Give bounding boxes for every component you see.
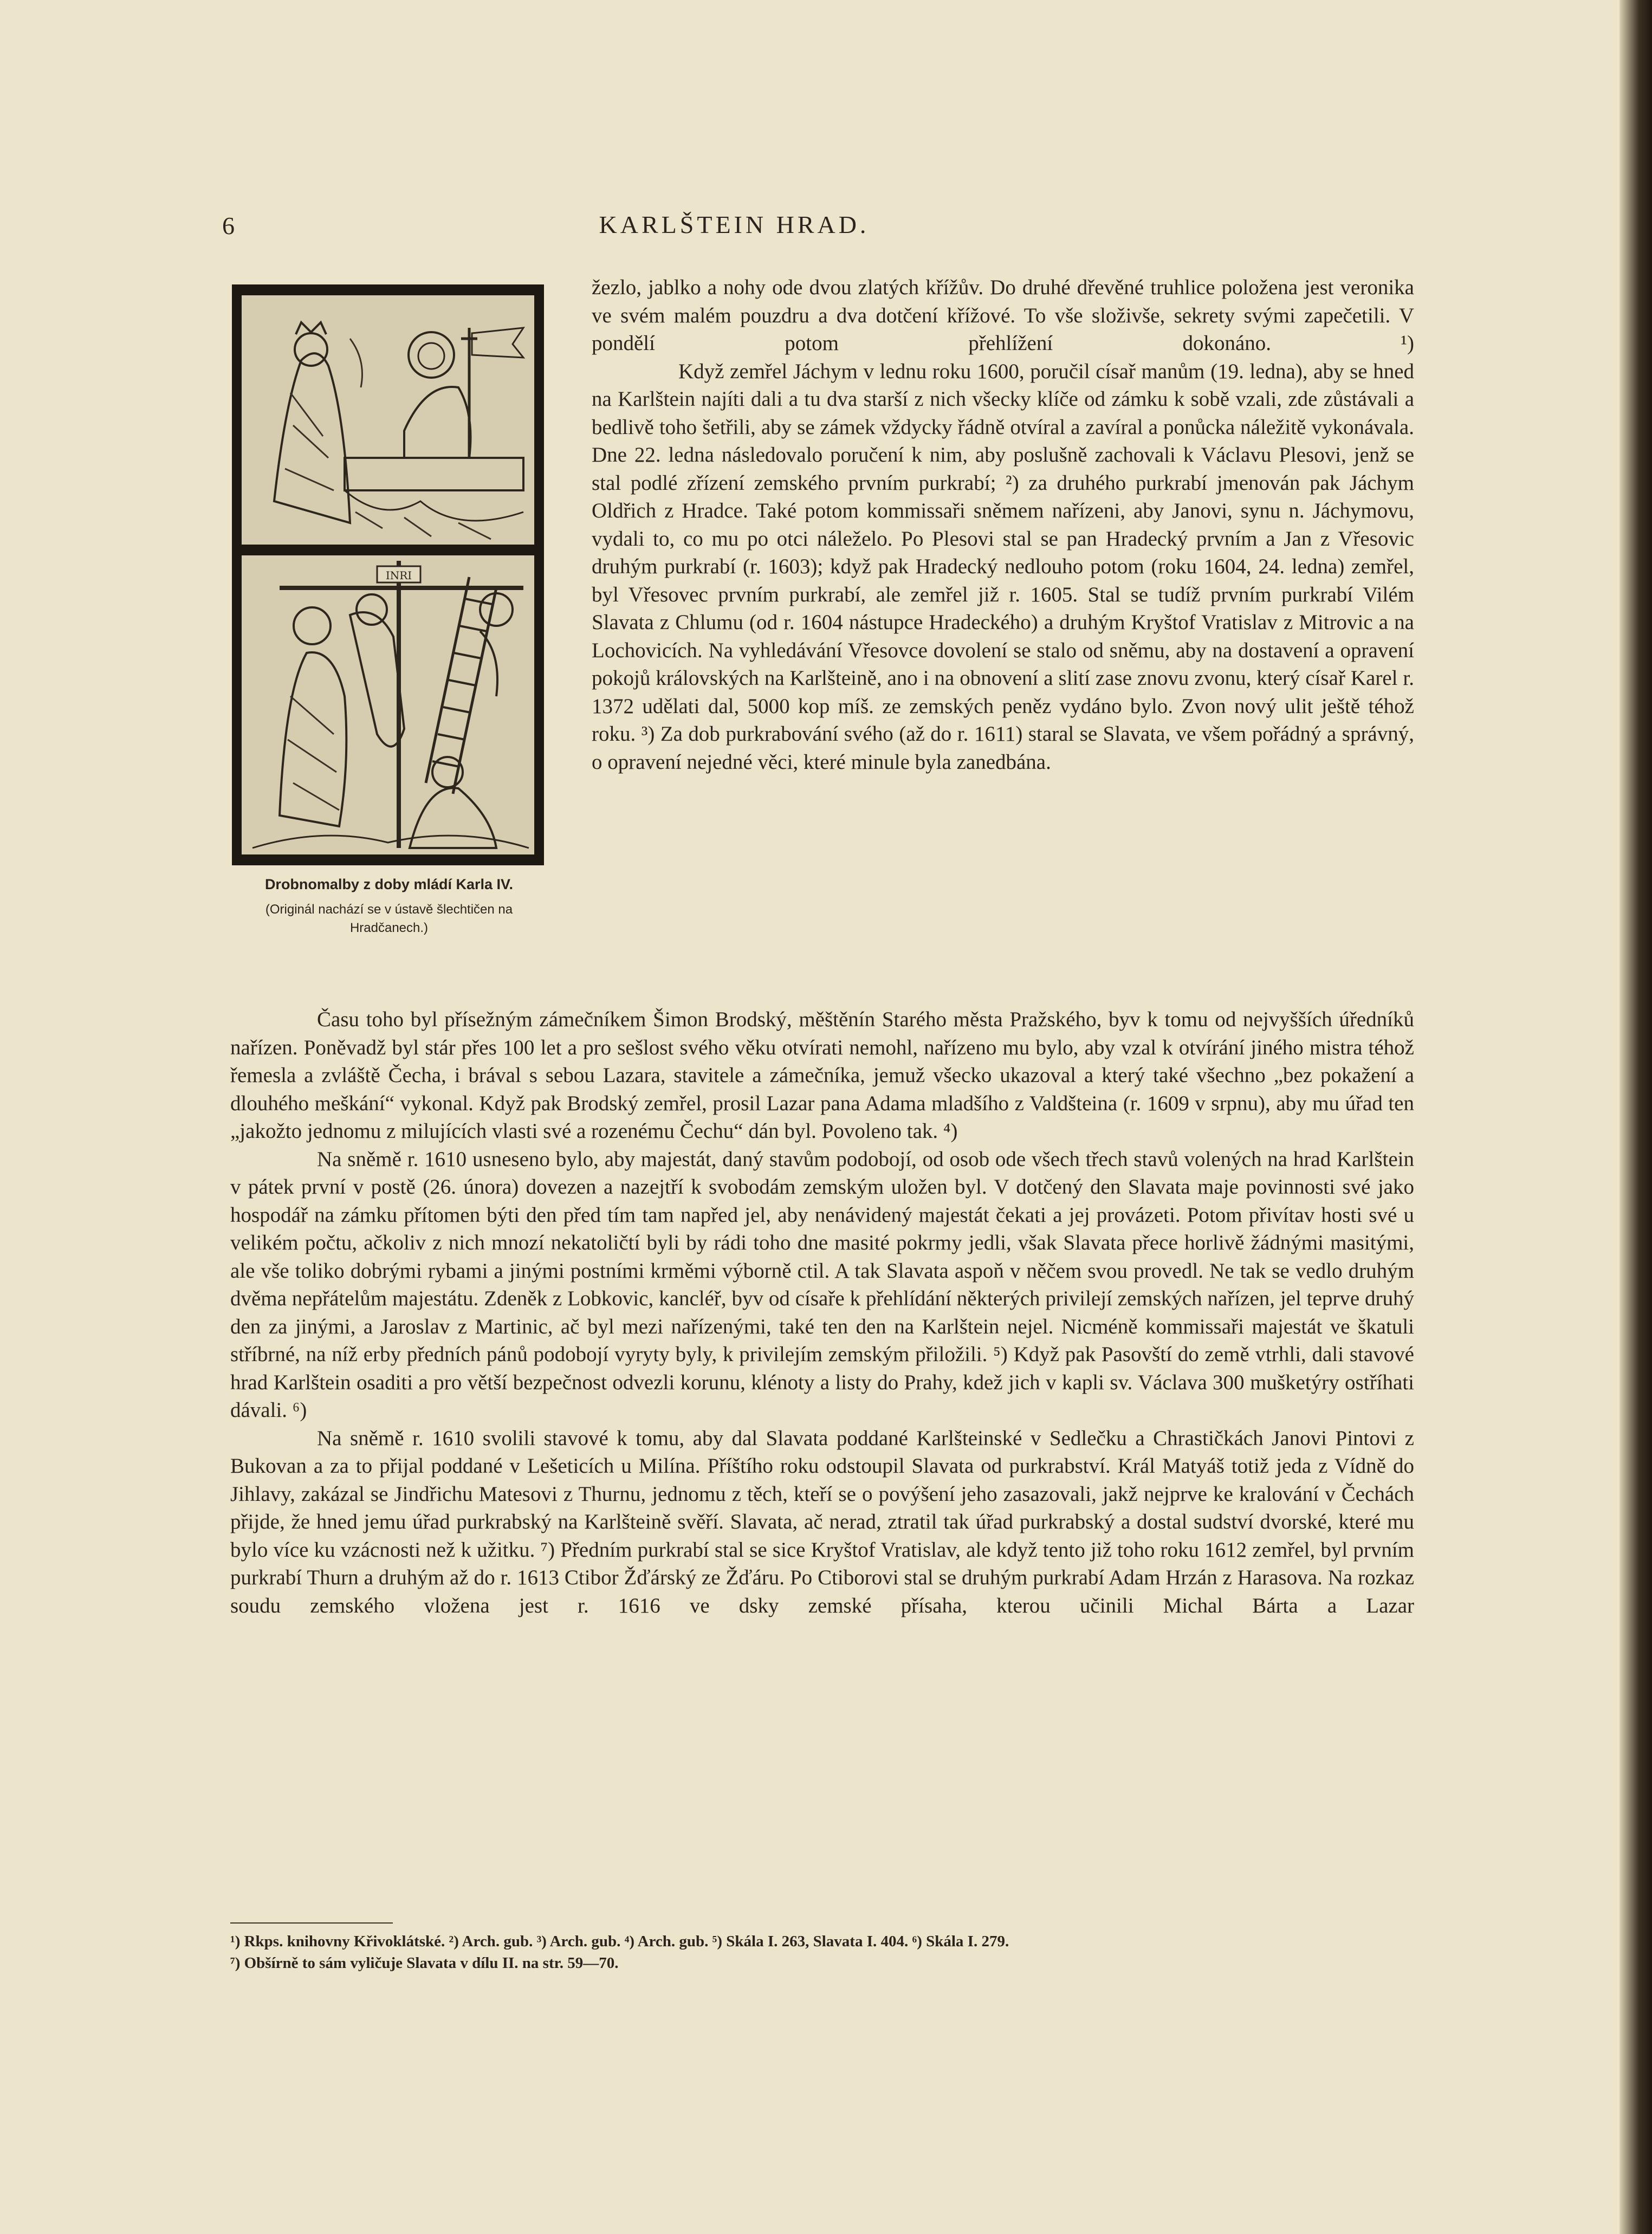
footnote-line: ¹) Rkps. knihovny Křivoklátské. ²) Arch. gub. ³) Arch. gub. ⁴) Arch. gub. ⁵) Skála I. 263, Slavata I. 404. ⁶) Skála I. 279. (230, 1933, 1009, 1950)
miniature-deposition (242, 555, 534, 854)
footnotes (230, 1931, 1414, 1974)
miniature-resurrection (242, 295, 534, 545)
caption-note: (Originál nachází se v ústavě šlechtičen na Hradčanech.) (265, 902, 513, 935)
caption-title: Drobnomalby z doby mládí Karla IV. (264, 876, 514, 892)
running-head: KARLŠTEIN HRAD. (599, 211, 870, 238)
book-spine-edge (1619, 0, 1652, 2234)
paragraph: Když zemřel Jáchym v lednu roku 1600, poručil císař manům (19. ledna), aby se hned na Karlštein najíti dali a tu dva starší z nich všecky klíče od zámku k sobě vzali, zde zůstávali a bedlivě toho šetřili, aby se zámek vždycky řádně otvíral a zavíral a ponůcka náležitě vykonávala. Dne 22. ledna následovalo poručení k nim, aby poslušně zachovali k Václavu Plesovi, jenž se stal podlé zřízení zemského prvním purkrabí; ²) za druhého purkrabí jmenován pak Jáchym Oldřich z Hradce. Také potom kommissaři sněmem nařízeni, aby Janovi, synu n. Jáchymovu, vydali to, co mu po otci náleželo. Po Plesovi stal se pan Hradecký prvním a Jan z Vřesovic druhým purkrabí (r. 1603); když pak Hradecký nedlouho potom (roku 1604, 24. ledna) zemřel, byl Vřesovec prvním purkrabí, ale zemřel již r. 1605. Stal se tudíž prvním purkrabí Vilém Slavata z Chlumu (od r. 1604 nástupce Hradeckého) a druhým Kryštof Vratislav z Mitrovic a na Lochovicích. Na vyhledávání Vřesovce dovolení se stalo od sněmu, aby na dostavení a opravení pokojů královských na Karlšteině, ano i na obnovení a slití zase znovu zvonu, který císař Karel r. 1372 udělati dal, 5000 kop míš. ze zemských peněz vydáno bylo. Zvon nový ulit ještě téhož roku. ³) Za dob purkrabování svého (až do r. 1611) staral se Slavata, ve všem pořádný a správný, o opravení nejedné věci, které minule byla zanedbána. (592, 359, 1414, 774)
paragraph: Času toho byl přísežným zámečníkem Šimon Brodský, měštěnín Starého města Pražského, byv k tomu od nejvyšších úředníků nařízen. Poněvadž byl stár přes 100 let a pro sešlost svého věku otvírati nemohl, nařízeno mu bylo, aby vzal k otvírání jiného mistra téhož řemesla a zvláště Čecha, i brával s sebou Lazara, stavitele a zámečníka, jemuž všecko ukazoval a který také všechno „bez pokažení a dlouhého meškání“ vykonal. Když pak Brodský zemřel, prosil Lazar pana Adama mladšího z Valdšteina (r. 1609 v srpnu), aby mu úřad ten „jakožto jednomu z milujících vlasti své a rozenému Čechu“ dán byl. Povoleno tak. ⁴) (230, 1008, 1414, 1143)
paragraph: Na sněmě r. 1610 usneseno bylo, aby majestát, daný stavům podobojí, od osob ode všech třech stavů volených na hrad Karlštein v pátek první v postě (26. února) dovezen a nazejtří k svobodám zemským uložen byl. V dotčený den Slavata maje povinnosti své jako hospodář na zámku přítomen býti den před tím tam napřed jel, aby nenávidený majestát čekati a jej provázeti. Potom přivítav hosti své u velikém počtu, ačkoliv z nich mnozí nekatoličtí byli by rádi toho dne masité pokrmy jedli, však Slavata přece horlivě žádnými masitými, ale vše toliko dobrými rybami a jinými postními krměmi výborně ctil. A tak Slavata aspoň v něčem svou provedl. Ne tak se vedlo druhým dvěma nepřátelům majestátu. Zdeněk z Lobkovic, kancléř, byv od císaře k přehlídání některých privilejí zemských nařízen, jel teprve druhý den za jinými, a Jaroslav z Martinic, ač byl mezi nařízenými, také ten den na Karlštein nejel. Nicméně kommissaři majestát ve škatuli stříbrné, na níž erby předních pánů podobojí vyryty byly, k privilejím zemským přiložili. ⁵) Když pak Pasovští do země vtrhli, dali stavové hrad Karlštein osaditi a pro větší bezpečnost odvezli korunu, klénoty a listy do Prahy, kdež jich v kapli sv. Václava 300 mušketýry ostříhati dávali. ⁶) (230, 1147, 1414, 1422)
figure-caption (226, 876, 552, 937)
illustration-frame (232, 284, 544, 865)
page-number: 6 (222, 212, 236, 239)
paragraph: Na sněmě r. 1610 svolili stavové k tomu, aby dal Slavata poddané Karlšteinské v Sedlečku a Chrastičkách Janovi Pintovi z Bukovan a za to přijal poddané v Lešeticích u Milína. Příštího roku odstoupil Slavata od purkrabství. Král Matyáš totiž jeda z Vídně do Jihlavy, zakázal se Jindřichu Matesovi z Thurnu, jednomu z těch, kteří se o povýšení jeho zasazovali, jakž nejprve ke kralování v Čechách přijde, že hned jemu úřad purkrabský na Karlšteině svěří. Slavata, ač nerad, ztratil tak úřad purkrabský a dostal sudství dvorské, které mu bylo více ku vzácnosti než k užitku. ⁷) Předním purkrabí stal se sice Kryštof Vratislav, ale když tento již toho roku 1612 zemřel, byl prvním purkrabí Thurn a druhým až do r. 1613 Ctibor Žďárský ze Žďáru. Po Ctiborovi stal se druhým purkrabí Adam Hrzán z Harasova. Na rozkaz soudu zemského vložena jest r. 1616 ve dsky zemské přísaha, kterou učinili Michal Bárta a Lazar (230, 1426, 1414, 1617)
body-text (230, 1006, 1414, 1620)
footnote-rule (230, 1922, 393, 1924)
cross-titulus: INRI (385, 569, 412, 582)
column-text (592, 274, 1414, 776)
paragraph: žezlo, jablko a nohy ode dvou zlatých křížův. Do druhé dřevěné truhlice položena jest veronika ve svém malém pouzdru a dva dotčení křížové. To vše složivše, sekrety svými zapečetili. V pondělí potom přehlížení dokonáno. ¹) (592, 276, 1414, 355)
footnote-line: ⁷) Obšírně to sám vyličuje Slavata v dílu II. na str. 59—70. (230, 1954, 619, 1972)
